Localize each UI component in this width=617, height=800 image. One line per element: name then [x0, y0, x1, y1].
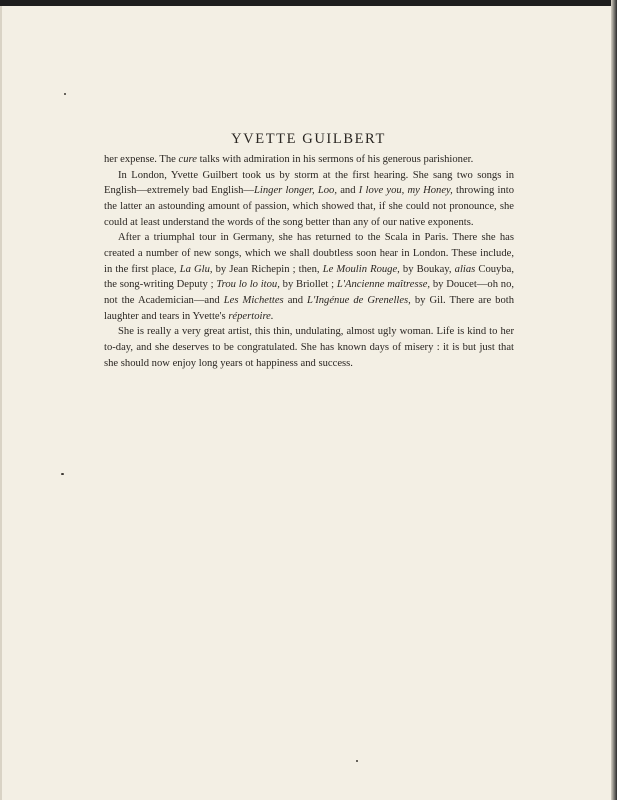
page-edge-left	[0, 0, 2, 800]
italic-text: I love you, my Honey,	[358, 185, 453, 197]
text-run: by Doucet—oh no, not the Academician—and	[104, 279, 515, 306]
italic-text: Les Michettes	[223, 294, 284, 306]
italic-text: Le Moulin Rouge,	[322, 263, 400, 275]
paragraph	[104, 324, 514, 371]
text-run: Couyba, the song-writing Deputy ;	[104, 263, 514, 291]
text-run: by Gil. There are both laughter and tears in Yvette's	[104, 294, 515, 322]
text-run: In London, Yvette Guilbert took us by storm at the first hearing. She sang two songs in English—extremely bad English—	[104, 169, 514, 197]
italic-text: répertoire.	[228, 310, 274, 322]
text-run: her expense. The	[104, 154, 179, 165]
paragraph	[104, 168, 514, 231]
paper-speck	[61, 473, 64, 475]
paper-speck	[64, 93, 66, 95]
text-run: After a triumphal tour in Germany, she has returned to the Scala in Paris. There she has created a number of new songs, which we shall doubtless soon hear in London. These include, in the first place,	[104, 232, 514, 275]
text-run: talks with admiration in his sermons of his generous parishioner.	[196, 154, 474, 165]
text-run: and	[283, 294, 308, 306]
italic-text: Trou lo lo itou,	[216, 279, 280, 291]
page-edge-right	[611, 0, 617, 800]
running-header: YVETTE GUILBERT	[231, 131, 386, 147]
italic-text: Linger longer, Loo,	[254, 185, 337, 197]
text-run: by Boukay,	[399, 263, 455, 275]
text-run: by Jean Richepin ; then,	[212, 263, 323, 275]
italic-text: alias	[454, 263, 476, 275]
italic-text: L'Ingénue de Grenelles,	[307, 294, 411, 306]
italic-text: La Glu,	[179, 263, 213, 275]
body-text	[104, 152, 514, 371]
italic-text: cure	[178, 154, 197, 165]
text-run: She is really a very great artist, this thin, undulating, almost ugly woman. Life is kind to her to-day, and she deserves to be congratulated. She has known days of misery : it is but just that she should now enjoy long years ot happiness and success.	[104, 326, 514, 369]
paper-speck	[356, 760, 358, 762]
paragraph	[104, 230, 514, 324]
paragraph	[104, 152, 514, 168]
page-edge-top	[0, 0, 617, 6]
text-run: throwing into the latter an astounding amount of passion, which showed that, if she could not pronounce, she could at least understand the words of the song better than any of our native exponents.	[104, 185, 515, 228]
text-run: by Briollet ;	[279, 279, 337, 291]
italic-text: L'Ancienne maîtresse,	[336, 279, 431, 291]
text-run: and	[337, 185, 359, 197]
